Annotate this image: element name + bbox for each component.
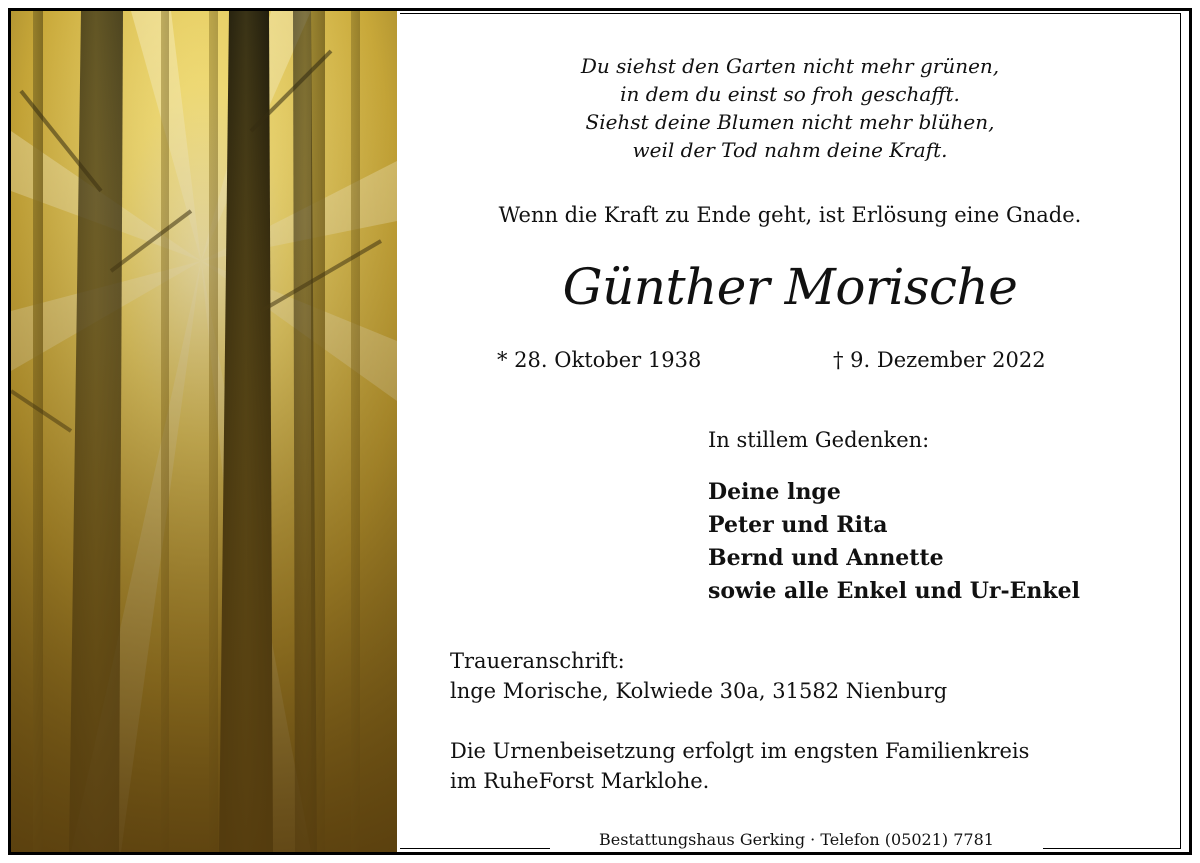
address-value: lnge Morische, Kolwiede 30a, 31582 Nienburg [450,679,948,703]
motto-line: Wenn die Kraft zu Ende geht, ist Erlösung eine Gnade. [498,203,1082,227]
mourner-name: Peter und Rita [708,512,888,538]
footer-rule-left [400,848,550,849]
burial-line: Die Urnenbeisetzung erfolgt im engsten Familienkreis [450,739,1030,763]
mourner-name: sowie alle Enkel und Ur-Enkel [708,578,1080,604]
mourner-list [708,476,1080,608]
poem-line: Du siehst den Garten nicht mehr grünen, [580,54,1000,78]
burial-line: im RuheForst Marklohe. [450,769,710,793]
funeral-home-footer: Bestattungshaus Gerking · Telefon (05021) 7781 [599,830,994,849]
poem-verse [420,52,1160,164]
mourning-address [450,646,947,706]
poem-line: Siehst deine Blumen nicht mehr blühen, [585,110,995,134]
mourner-name: Deine lnge [708,479,841,505]
burial-notice [450,736,1029,796]
poem-line: in dem du einst so froh geschafft. [620,82,960,106]
poem-line: weil der Tod nahm deine Kraft. [632,138,948,162]
memorial-intro: In stillem Gedenken: [708,428,930,452]
address-label: Traueranschrift: [450,649,625,673]
death-date: † 9. Dezember 2022 [833,348,1046,372]
mourner-name: Bernd und Annette [708,545,944,571]
footer-rule-right [1043,848,1181,849]
birth-date: * 28. Oktober 1938 [497,348,702,372]
deceased-name: Günther Morische [562,258,1018,316]
